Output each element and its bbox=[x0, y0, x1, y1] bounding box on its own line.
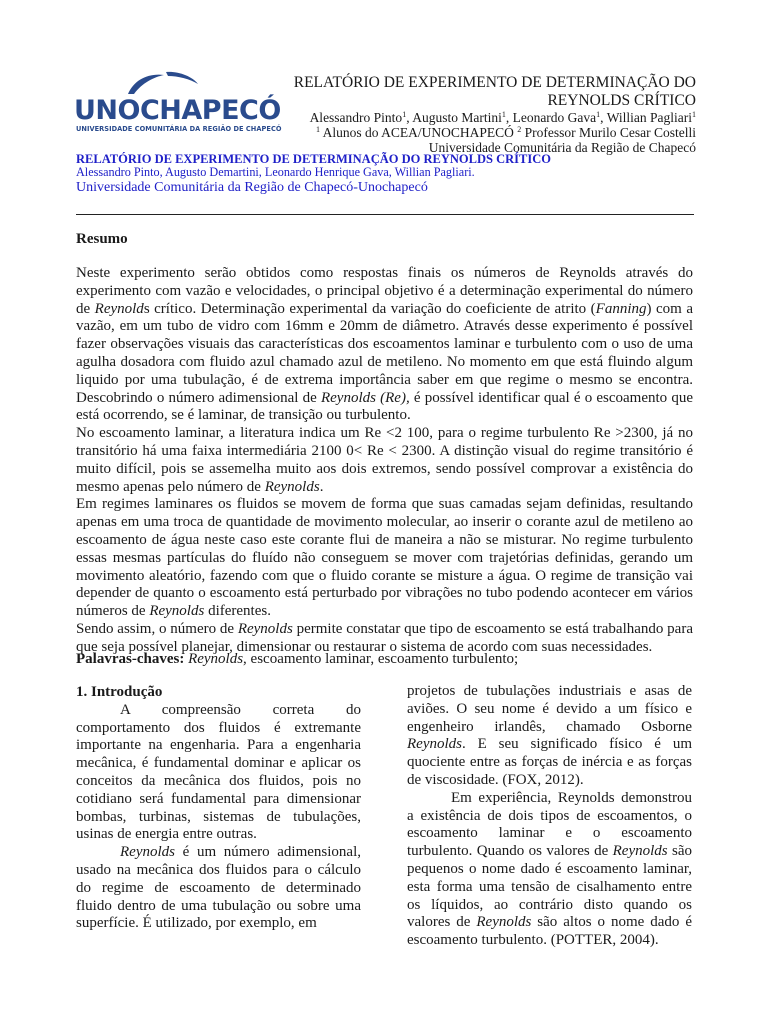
author-superscript: 1 bbox=[596, 110, 601, 119]
intro-text: projetos de tubulações industriais e asas de aviões. O seu nome é devido a um físico e engenheiro irlandês, chamado Osborne bbox=[407, 683, 692, 735]
intro-paragraph bbox=[76, 844, 361, 933]
logo-swoosh-icon bbox=[126, 70, 200, 96]
intro-text: é um número adimensional, usado na mecânica dos fluidos para o cálculo do regime de escoamento de determinado fluido dentro de uma tubulação ou sobre uma superfície. É utilizado, por exemplo, em bbox=[76, 844, 361, 932]
author-name: Augusto Martini bbox=[412, 110, 502, 125]
abstract-italic: Fanning bbox=[595, 300, 647, 317]
abstract-italic: Reynolds bbox=[149, 603, 205, 620]
header-divider bbox=[76, 214, 694, 215]
intro-italic: Reynolds bbox=[120, 844, 175, 861]
affiliation-professor: Professor Murilo Cesar Costelli bbox=[521, 125, 696, 140]
abstract-text: s crítico. Determinação experimental da variação do coeficiente de atrito ( bbox=[143, 300, 596, 317]
abstract-italic: Reynolds bbox=[264, 478, 320, 495]
abstract-text: No escoamento laminar, a literatura indica um Re <2 100, para o regime turbulento Re >2300, já no transitório há uma faixa intermediária 2100 0< Re < 2300. A distinção visual do regime transitório é muito difícil, pois se assemelha muito aos dois extremos, sendo possível comprovar a existência do mesmo apenas pelo número de bbox=[76, 425, 693, 495]
intro-text: são altos o nome dado é escoamento turbulento. (POTTER, 2004). bbox=[407, 914, 692, 949]
author-superscript: 1 bbox=[692, 110, 696, 119]
abstract-text: ) com a vazão, em um tubo de vidro com 16mm e 20mm de diâmetro. Através desse experimento é possível fazer observações visuais das características dos escoamentos laminar e turbulento com o uso de uma agulha dosadora com fluido azul chamado azul de metileno. No momento em que está fluindo algum liquido por uma tubulação, é de extrema importância saber em que regime o mesmo se encontra. Descobrindo o número adimensional de bbox=[76, 300, 693, 406]
section-heading-introducao: 1. Introdução bbox=[76, 684, 163, 700]
abstract-paragraph bbox=[76, 265, 693, 425]
blue-university-name: Universidade Comunitária da Região de Chapecó-Unochapecó bbox=[76, 180, 428, 195]
intro-paragraph bbox=[407, 790, 692, 950]
blue-author-list: Alessandro Pinto, Augusto Demartini, Leonardo Henrique Gava, Willian Pagliari. bbox=[76, 165, 475, 179]
keywords-label: Palavras-chaves: bbox=[76, 651, 185, 667]
abstract-italic: Reynolds bbox=[237, 620, 293, 637]
abstract-body bbox=[76, 265, 693, 657]
intro-paragraph bbox=[407, 683, 692, 790]
author-name: Willian Pagliari bbox=[606, 110, 692, 125]
abstract-paragraph bbox=[76, 425, 693, 496]
abstract-text: diferentes. bbox=[204, 603, 271, 620]
intro-left-column bbox=[76, 684, 361, 933]
report-title: RELATÓRIO DE EXPERIMENTO DE DETERMINAÇÃO DO REYNOLDS CRÍTICO bbox=[293, 74, 696, 109]
intro-text: são pequenos o nome dado é escoamento laminar, esta forma uma tensão de cisalhamento entre os líquidos, ao contrário disto quando os valores de bbox=[407, 843, 692, 931]
intro-italic: Reynolds bbox=[407, 736, 462, 753]
university-name: Universidade Comunitária da Região de Chapecó bbox=[428, 140, 696, 155]
logo-subtitle: UNIVERSIDADE COMUNITÁRIA DA REGIÃO DE CHAPECÓ bbox=[76, 125, 282, 133]
author-list: Alessandro Pinto$^1$, Augusto Martini$^1$, Leonardo Gava$^1$, Willian Pagliari$^1$ bbox=[309, 110, 696, 125]
author-name: Leonardo Gava bbox=[512, 110, 597, 125]
author-superscript: 1 bbox=[402, 110, 407, 119]
author-superscript: 1 bbox=[501, 110, 506, 119]
abstract-heading: Resumo bbox=[76, 231, 128, 247]
author-name: Alessandro Pinto bbox=[309, 110, 403, 125]
abstract-paragraph bbox=[76, 496, 693, 621]
intro-right-column bbox=[407, 683, 692, 950]
logo-wordmark: UNOCHAPECÓ bbox=[74, 95, 281, 126]
affiliation-students: Alunos do ACEA/UNOCHAPECÓ bbox=[319, 125, 518, 140]
abstract-text: Em regimes laminares os fluidos se movem de forma que suas camadas sejam definidas, resultando apenas em uma troca de quantidade de movimento molecular, ao inserir o corante azul de metileno ao escoamento de água neste caso este corante flui de maneira a não se misturar. No regime turbulento essas mesmas partículas do fluído não conseguem se mover com trajetórias definidas, gerando um movimento aleatório, fazendo com que o fluido corante se misture a água. O regime de transição vai depender de quanto o escoamento está perturbado por vibrações no tubo podendo acontecer em vários números de bbox=[76, 496, 693, 620]
keywords-rest: , escoamento laminar, escoamento turbulento; bbox=[243, 651, 519, 667]
affiliation-superscript: 2 bbox=[517, 125, 522, 134]
intro-italic: Reynolds bbox=[476, 914, 532, 931]
abstract-text: permite constatar que tipo de escoamento se está trabalhando para que seja possível planejar, dimensionar ou restaurar o sistema de acordo com suas necessidades. bbox=[76, 620, 693, 655]
abstract-text: é possível identificar qual é o escoamento que está ocorrendo, se é laminar, de transição ou turbulento. bbox=[76, 389, 693, 424]
abstract-text: Neste experimento serão obtidos como respostas finais os números de Reynolds através do experimento com vazão e velocidades, o principal objetivo é a determinação experimental do número de bbox=[76, 265, 693, 317]
intro-text: Em experiência, Reynolds demonstrou a existência de dois tipos de escoamentos, o escoamento laminar e o escoamento turbulento. Quando os valores de bbox=[407, 789, 692, 860]
affiliation-superscript: 1 bbox=[315, 125, 320, 134]
intro-paragraph: A compreensão correta do comportamento dos fluidos é extremante importante na engenharia. Para a engenharia mecânica, é fundamental dominar e aplicar os conceitos da mecânica dos fluidos, pois no cotidiano será fundamental para dimensionar bombas, turbinas, sistemas de tubulações, usinas de energia entre outras. bbox=[76, 701, 361, 843]
unochapeco-logo bbox=[74, 70, 282, 136]
blue-report-title: RELATÓRIO DE EXPERIMENTO DE DETERMINAÇÃO DO REYNOLDS CRÍTICO bbox=[76, 152, 551, 166]
keywords-line bbox=[76, 651, 518, 668]
abstract-text: Sendo assim, o número de bbox=[76, 620, 238, 637]
intro-italic: Reynolds bbox=[612, 843, 668, 860]
keyword-italic: Reynolds bbox=[188, 651, 244, 667]
abstract-italic: Reynold bbox=[94, 300, 144, 317]
intro-text: . E seu significado físico é um quociente entre as forças de inércia e as forças de viscosidade. (FOX, 2012). bbox=[407, 736, 692, 788]
affiliation-line bbox=[316, 125, 696, 141]
abstract-text: . bbox=[319, 478, 324, 495]
abstract-italic: Reynolds (Re), bbox=[320, 389, 410, 406]
